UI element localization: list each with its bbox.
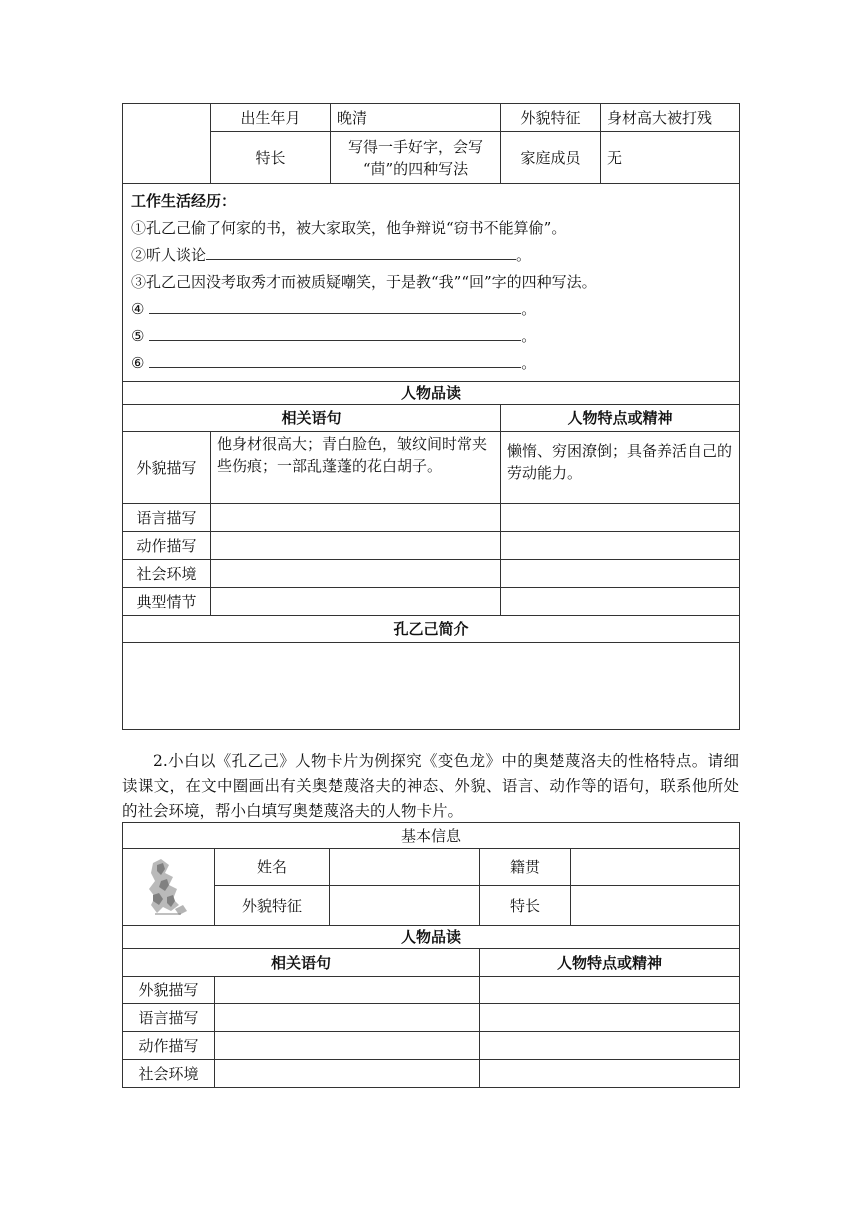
row-label: 外貌描写 [123, 977, 215, 1004]
blank-end-mark: 。 [521, 354, 537, 372]
row-trait[interactable] [501, 532, 740, 560]
col-traits-header: 人物特点或精神 [480, 949, 740, 977]
work-item-4-mark: ④ [131, 300, 145, 318]
col-sentences-header: 相关语句 [123, 949, 480, 977]
appearance-value[interactable] [330, 886, 480, 926]
row-trait[interactable] [501, 588, 740, 616]
row-sentence[interactable] [215, 1032, 480, 1060]
work-item-6-mark: ⑥ [131, 354, 145, 372]
row-sentence[interactable] [211, 532, 501, 560]
appearance-label: 外貌特征 [501, 104, 601, 132]
appearance-label: 外貌特征 [215, 886, 330, 926]
work-experience-cell [123, 184, 740, 382]
work-item-2-text: ②听人谈论 [131, 246, 207, 264]
question2-text: 2.小白以《孔乙己》人物卡片为例探究《变色龙》中的奥楚蔑洛夫的性格特点。请细读课文，在文中圈画出有关奥楚蔑洛夫的神态、外貌、语言、动作等的语句，联系他所处的社会环境，帮小白填写奥楚蔑洛夫的人物卡片。 [122, 752, 739, 820]
row-trait: 懒惰、穷困潦倒；具备养活自己的劳动能力。 [501, 432, 740, 504]
work-item-6 [131, 350, 731, 377]
work-item-1: ①孔乙己偷了何家的书，被大家取笑，他争辩说“窃书不能算偷”。 [131, 219, 567, 237]
row-label: 动作描写 [123, 1032, 215, 1060]
basic-info-header: 基本信息 [123, 823, 740, 849]
skill-label: 特长 [480, 886, 571, 926]
portrait-cell [123, 849, 215, 926]
row-trait[interactable] [501, 504, 740, 532]
appearance-value: 身材高大被打残 [601, 104, 740, 132]
row-sentence: 他身材很高大；青白脸色，皱纹间时常夹些伤痕；一部乱蓬蓬的花白胡子。 [211, 432, 501, 504]
row-sentence[interactable] [211, 560, 501, 588]
blank-end-mark: 。 [516, 246, 532, 264]
skill-value [331, 132, 501, 184]
row-sentence[interactable] [211, 504, 501, 532]
work-item-2 [131, 242, 731, 269]
row-label: 外貌描写 [123, 432, 211, 504]
row-trait[interactable] [501, 560, 740, 588]
work-item-5 [131, 323, 731, 350]
blank-end-mark: 。 [521, 327, 537, 345]
skill-label: 特长 [211, 132, 331, 184]
fill-blank-line[interactable] [149, 324, 521, 341]
skill-value-line1: 写得一手好字，会写 [347, 137, 483, 156]
reading-header: 人物品读 [123, 382, 740, 405]
birth-value: 晚清 [331, 104, 501, 132]
fill-blank-line[interactable] [206, 243, 516, 260]
fill-blank-line[interactable] [149, 297, 521, 314]
name-label: 姓名 [215, 849, 330, 886]
skill-value[interactable] [571, 886, 740, 926]
row-trait[interactable] [480, 1032, 740, 1060]
row-label: 社会环境 [123, 1060, 215, 1088]
work-item-3: ③孔乙己因没考取秀才而被质疑嘲笑，于是教“我”“回”字的四种写法。 [131, 273, 597, 291]
name-value[interactable] [330, 849, 480, 886]
row-trait[interactable] [480, 1004, 740, 1032]
row-sentence[interactable] [215, 1004, 480, 1032]
portrait-cell [123, 104, 211, 184]
intro-header: 孔乙己简介 [123, 616, 740, 643]
row-sentence[interactable] [215, 977, 480, 1004]
row-label: 语言描写 [123, 504, 211, 532]
row-label: 典型情节 [123, 588, 211, 616]
row-sentence[interactable] [211, 588, 501, 616]
row-trait[interactable] [480, 1060, 740, 1088]
row-label: 语言描写 [123, 1004, 215, 1032]
card2-table [122, 822, 740, 1088]
family-label: 家庭成员 [501, 132, 601, 184]
skill-value-line2: “茴”的四种写法 [362, 159, 469, 178]
row-label: 社会环境 [123, 560, 211, 588]
intro-body[interactable] [123, 643, 740, 730]
row-trait[interactable] [480, 977, 740, 1004]
card1-table [122, 103, 740, 730]
portrait-sketch-icon [139, 855, 199, 919]
work-item-5-mark: ⑤ [131, 327, 145, 345]
work-item-4 [131, 296, 731, 323]
col-traits-header: 人物特点或精神 [501, 405, 740, 432]
col-sentences-header: 相关语句 [123, 405, 501, 432]
row-sentence[interactable] [215, 1060, 480, 1088]
reading-header: 人物品读 [123, 926, 740, 949]
native-place-label: 籍贯 [480, 849, 571, 886]
family-value: 无 [601, 132, 740, 184]
native-place-value[interactable] [571, 849, 740, 886]
birth-label: 出生年月 [211, 104, 331, 132]
work-title: 工作生活经历： [131, 192, 237, 210]
fill-blank-line[interactable] [149, 351, 521, 368]
blank-end-mark: 。 [521, 300, 537, 318]
row-label: 动作描写 [123, 532, 211, 560]
